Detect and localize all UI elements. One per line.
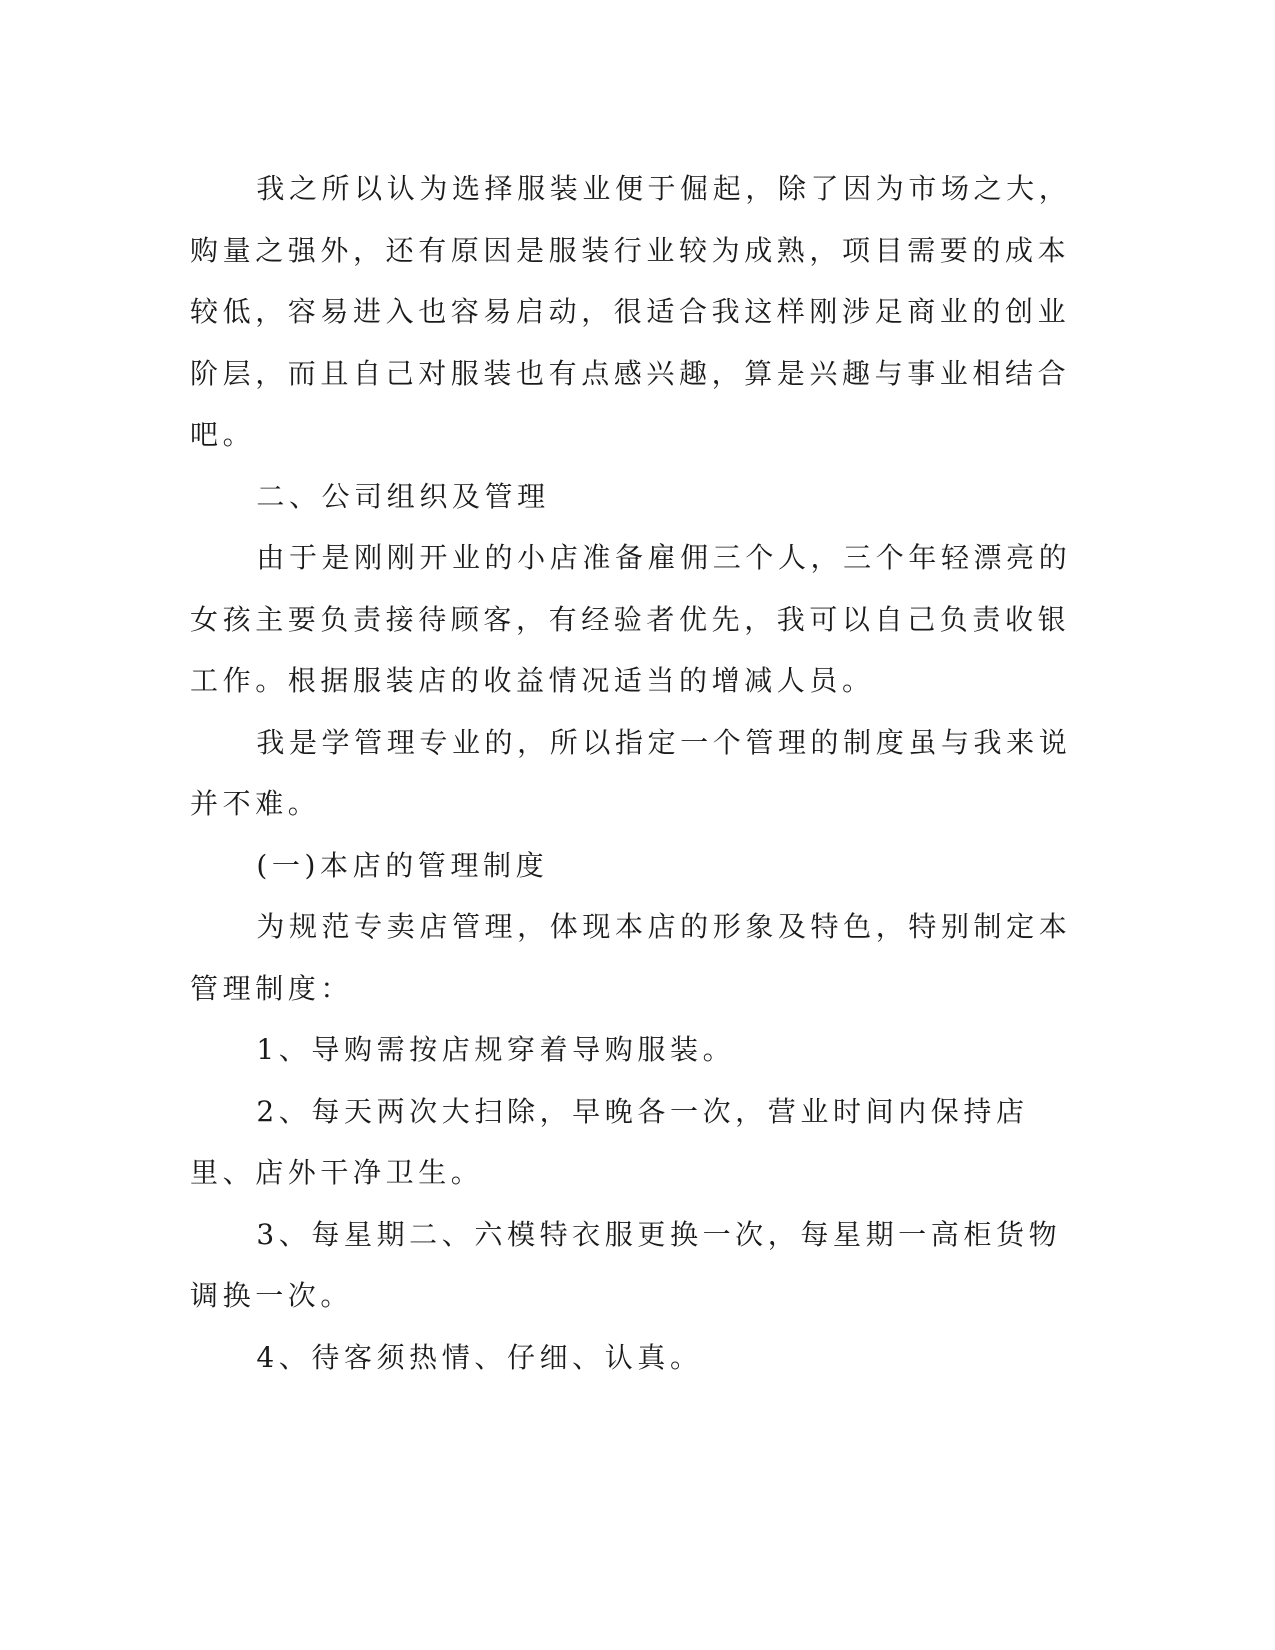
- paragraph-management-background: 我是学管理专业的，所以指定一个管理的制度虽与我来说并不难。: [190, 725, 1072, 820]
- section-heading-organization: 二、公司组织及管理: [256, 479, 550, 513]
- paragraph-staffing: 由于是刚刚开业的小店准备雇佣三个人，三个年轻漂亮的女孩主要负责接待顾客，有经验者优先，我可以自己负责收银工作。根据服装店的收益情况适当的增减人员。: [190, 541, 1072, 697]
- paragraph-rules-intro: 为规范专卖店管理，体现本店的形象及特色，特别制定本管理制度：: [190, 910, 1072, 1005]
- document-body: [190, 158, 1085, 1388]
- rule-item-4: 4、待客须热情、仔细、认真。: [256, 1340, 703, 1374]
- subsection-heading-store-rules: (一)本店的管理制度: [256, 848, 549, 882]
- rule-item-2: 2、每天两次大扫除，早晚各一次，营业时间内保持店里、店外干净卫生。: [190, 1094, 1029, 1189]
- paragraph-industry-choice: 我之所以认为选择服装业便于倔起，除了因为市场之大，购量之强外，还有原因是服装行业较为成熟，项目需要的成本较低，容易进入也容易启动，很适合我这样刚涉足商业的创业阶层，而且自己对服装也有点感兴趣，算是兴趣与事业相结合吧。: [190, 172, 1072, 451]
- rule-item-3: 3、每星期二、六模特衣服更换一次，每星期一高柜货物调换一次。: [190, 1217, 1062, 1312]
- rule-item-1: 1、导购需按店规穿着导购服装。: [256, 1033, 736, 1066]
